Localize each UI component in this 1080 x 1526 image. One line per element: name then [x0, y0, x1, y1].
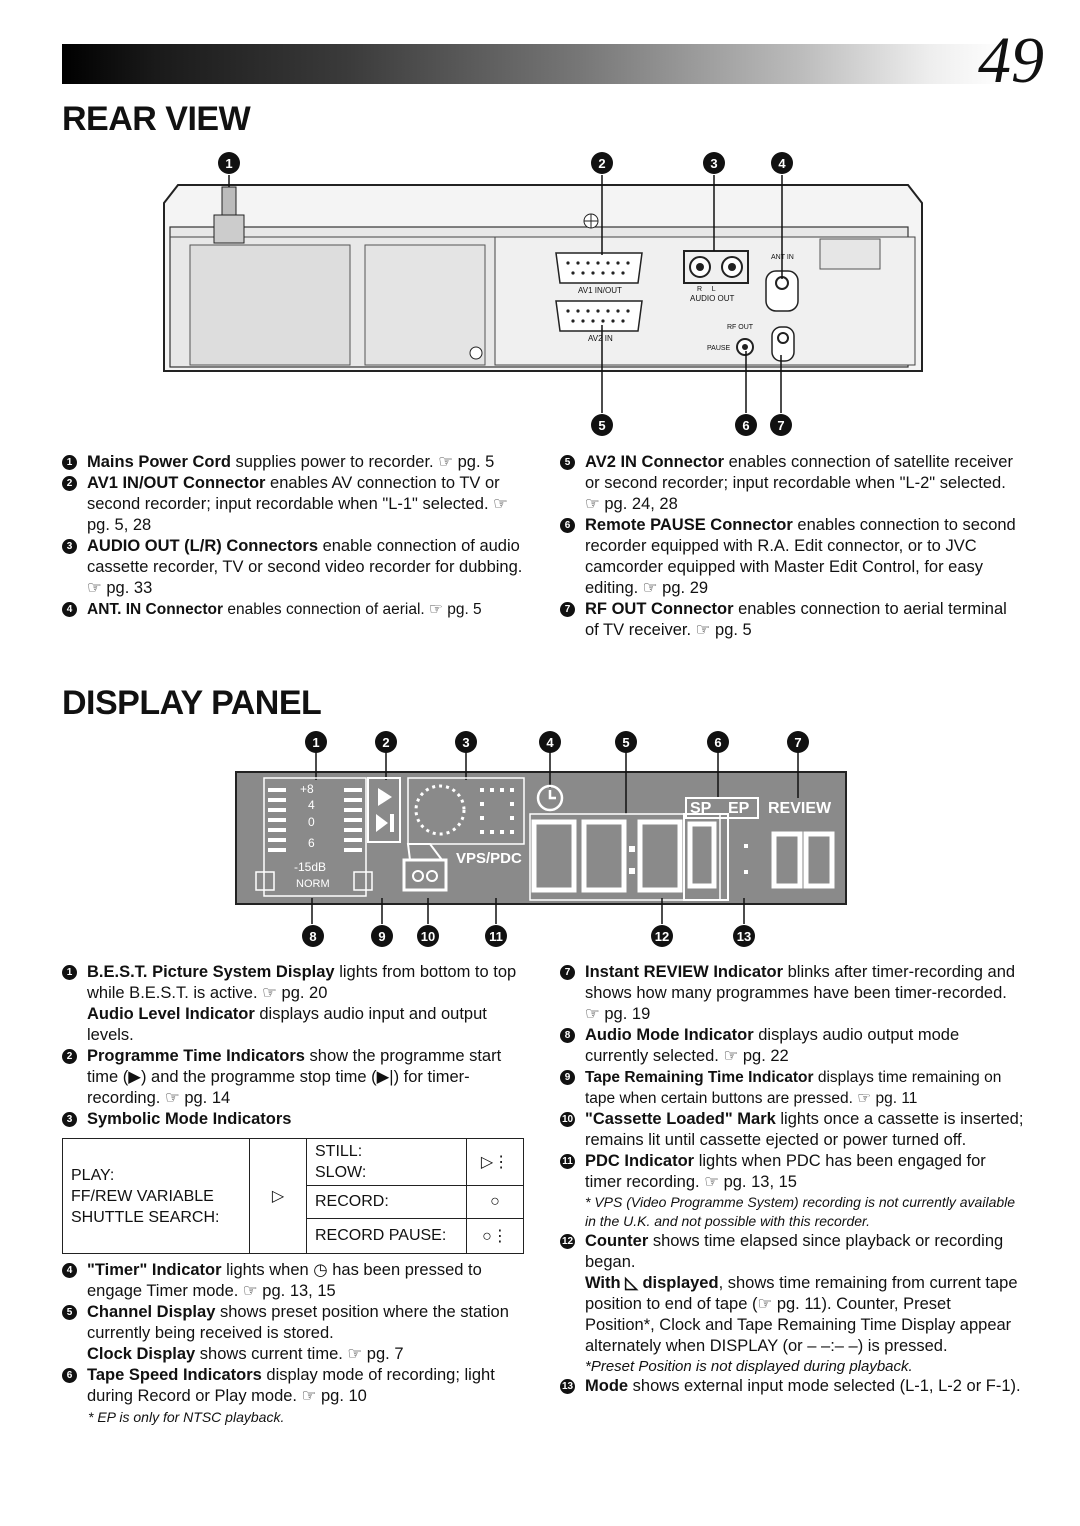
dp-item-7: 7 Instant REVIEW Indicator blinks after timer-recording and shows how many programmes have been timer-recorded. ☞ pg. 19	[560, 962, 1024, 1025]
mode-record: RECORD:	[307, 1186, 467, 1219]
mode-record-pause: RECORD PAUSE:	[307, 1219, 467, 1254]
rear-item-3: 3 AUDIO OUT (L/R) Connectors enable connection of audio cassette recorder, TV or second video recorder for dubbing. ☞ pg. 33	[62, 536, 524, 599]
preset-note: *Preset Position is not displayed during playback.	[585, 1358, 913, 1375]
audio-out-label: AUDIO OUT	[690, 294, 735, 303]
display-descriptions-left-2	[62, 1260, 526, 1407]
dp-callout-6: 6	[707, 731, 729, 753]
dp-item-1b: Audio Level Indicator displays audio input and output levels.	[87, 1005, 487, 1044]
av1-label: AV1 IN/OUT	[578, 286, 622, 295]
dp-item-10: 10 "Cassette Loaded" Mark lights once a cassette is inserted; remains lit until cassette ejected or power turned off.	[561, 1110, 1024, 1149]
dp-item-13: 13 Mode shows external input mode selected (L-1, L-2 or F-1).	[561, 1377, 1021, 1395]
av2-label: AV2 IN	[588, 334, 613, 343]
display-descriptions-left	[62, 962, 526, 1130]
sp-label: SP	[690, 800, 712, 817]
rear-item-2: 2 AV1 IN/OUT Connector enables AV connection to TV or second recorder; input recordable when "L-1" selected. ☞ pg. 5, 28	[62, 473, 524, 536]
still-symbol-icon: ▷⋮	[467, 1139, 524, 1186]
dp-callout-12: 12	[651, 925, 673, 947]
db-0-label: 0	[308, 815, 315, 829]
callout-6: 6	[735, 414, 757, 436]
dp-callout-4: 4	[539, 731, 561, 753]
dp-callout-2: 2	[375, 731, 397, 753]
dp-item-12b: With ◺ displayed, shows time remaining from current tape position to end of tape (☞ pg. 11). Counter, Preset Position*, Clock and Tape Remaining Time Display appear alternately when DISPLAY (or – –:– –) is pressed.	[585, 1274, 1018, 1355]
db-6-label: 6	[308, 836, 315, 850]
dp-callout-11: 11	[485, 925, 507, 947]
callout-7: 7	[770, 414, 792, 436]
db-plus8-label: +8	[300, 782, 314, 796]
vps-pdc-label: VPS/PDC	[456, 850, 522, 867]
rear-item-4: 4 ANT. IN Connector enables connection of aerial. ☞ pg. 5	[62, 599, 524, 620]
rear-item-5: 5 AV2 IN Connector enables connection of satellite receiver or second recorder; input recordable when "L-2" selected. ☞ pg. 24, 28	[560, 452, 1020, 515]
mode-left-labels: PLAY: FF/REW VARIABLE SHUTTLE SEARCH:	[63, 1139, 250, 1254]
dp-callout-1: 1	[305, 731, 327, 753]
display-panel-title: DISPLAY PANEL	[62, 684, 322, 722]
dp-callout-8: 8	[302, 925, 324, 947]
dp-item-8: 8 Audio Mode Indicator displays audio output mode currently selected. ☞ pg. 22	[560, 1025, 1024, 1067]
dp-item-12: 12 Counter shows time elapsed since playback or recording began.	[561, 1232, 1004, 1271]
mode-still-slow: STILL: SLOW:	[307, 1139, 467, 1186]
display-panel-illustration	[234, 752, 848, 924]
header-gradient-bar	[62, 44, 1006, 84]
callout-5: 5	[591, 414, 613, 436]
rf-out-label: RF OUT	[727, 324, 754, 331]
dp-item-5b: Clock Display shows current time. ☞ pg. 7	[87, 1345, 404, 1363]
record-pause-symbol-icon: ○⋮	[467, 1219, 524, 1254]
dp-callout-9: 9	[371, 925, 393, 947]
db-minus15-label: -15dB	[294, 860, 327, 874]
callout-3: 3	[703, 152, 725, 174]
db-4-label: 4	[308, 798, 315, 812]
record-symbol-icon: ○	[467, 1186, 524, 1219]
dp-callout-13: 13	[733, 925, 755, 947]
norm-label: NORM	[296, 878, 330, 890]
ep-label: EP	[728, 800, 750, 817]
dp-item-1: 1 B.E.S.T. Picture System Display lights from bottom to top while B.E.S.T. is active. ☞ pg. 20	[62, 962, 526, 1004]
callout-1: 1	[218, 152, 240, 174]
rear-item-1: 1 Mains Power Cord supplies power to recorder. ☞ pg. 5	[62, 452, 524, 473]
dp-callout-10: 10	[417, 925, 439, 947]
rl-label: R L	[697, 286, 716, 293]
review-label: REVIEW	[768, 800, 832, 817]
ep-note: * EP is only for NTSC playback.	[88, 1409, 285, 1425]
callout-4: 4	[771, 152, 793, 174]
dp-callout-5: 5	[615, 731, 637, 753]
dp-item-4: 4 "Timer" Indicator lights when ◷ has been pressed to engage Timer mode. ☞ pg. 13, 15	[62, 1260, 526, 1302]
rear-item-6: 6 Remote PAUSE Connector enables connection to second recorder equipped with R.A. Edit connector, or to JVC camcorder equipped with Master Edit Control, for easy editing. ☞ pg. 29	[560, 515, 1020, 599]
pause-label: PAUSE	[707, 345, 731, 352]
dp-item-11: 11 PDC Indicator lights when PDC has been engaged for timer recording. ☞ pg. 13, 15	[560, 1151, 1024, 1193]
rear-view-descriptions-right	[560, 452, 1020, 641]
display-descriptions-right	[560, 962, 1024, 1397]
page-number: 49	[978, 24, 1044, 97]
dp-item-9: 9 Tape Remaining Time Indicator displays time remaining on tape when certain buttons are pressed. ☞ pg. 11	[560, 1067, 1024, 1109]
rear-view-descriptions-left	[62, 452, 524, 620]
dp-item-3: 3 Symbolic Mode Indicators	[62, 1109, 526, 1130]
vps-note: * VPS (Video Programme System) recording is not currently available in the U.K. and not possible with this recorder.	[585, 1194, 1016, 1229]
symbolic-modes-table	[62, 1138, 524, 1254]
dp-item-5: 5 Channel Display shows preset position where the station currently being received is stored.	[62, 1302, 526, 1344]
dp-item-2: 2 Programme Time Indicators show the programme start time (▶) and the programme stop time (▶|) for timer-recording. ☞ pg. 14	[62, 1046, 526, 1109]
ant-in-label: ANT IN	[771, 254, 794, 261]
rear-item-7: 7 RF OUT Connector enables connection to aerial terminal of TV receiver. ☞ pg. 5	[560, 599, 1020, 641]
dp-callout-3: 3	[455, 731, 477, 753]
vcr-rear-panel-illustration	[160, 175, 930, 415]
dp-callout-7: 7	[787, 731, 809, 753]
dp-item-6: 6 Tape Speed Indicators display mode of recording; light during Record or Play mode. ☞ pg. 10	[62, 1365, 526, 1407]
play-symbol-icon: ▷	[250, 1139, 307, 1254]
callout-2: 2	[591, 152, 613, 174]
rear-view-title: REAR VIEW	[62, 100, 251, 138]
